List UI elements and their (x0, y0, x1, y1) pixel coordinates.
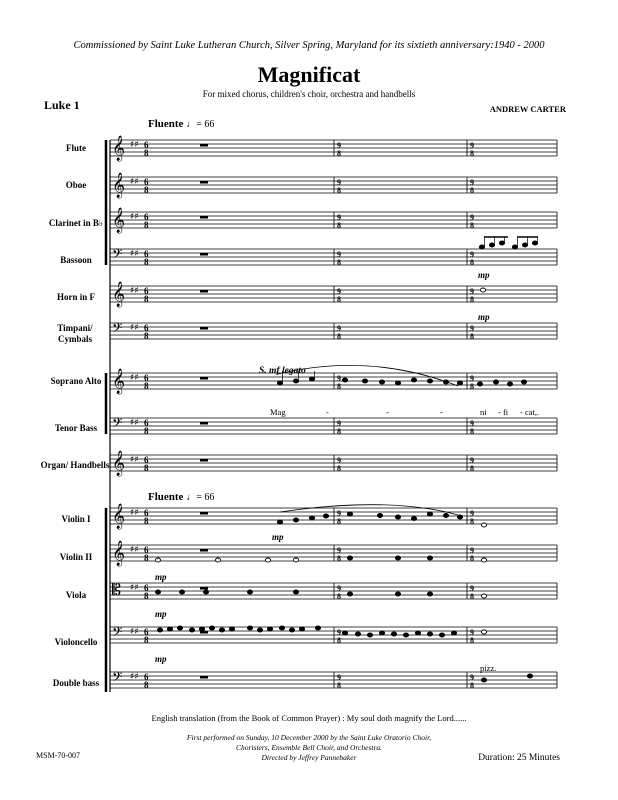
time-sig-top: 9 (337, 213, 341, 222)
lyric: - cat,. (520, 407, 540, 417)
note (367, 633, 372, 637)
time-sig-bottom: 8 (470, 221, 474, 230)
note (411, 378, 416, 382)
subtitle: For mixed chorus, children's choir, orchestra and handbells (202, 89, 416, 99)
time-sig-bottom: 8 (470, 554, 474, 563)
clef-icon: 𝄡 (112, 580, 121, 599)
note (309, 516, 314, 520)
time-sig-bottom: 8 (470, 258, 474, 267)
label-viola: Viola (65, 590, 87, 600)
time-sig-top: 9 (337, 178, 341, 187)
time-sig-bottom: 8 (337, 149, 341, 158)
note (457, 515, 462, 519)
lyric: ni (480, 407, 487, 417)
note (427, 632, 432, 636)
time-sig-top: 9 (337, 584, 341, 593)
note (267, 627, 272, 631)
sharp-icon: ♯♯ (130, 583, 139, 593)
note (512, 245, 517, 249)
note (481, 678, 486, 682)
label-clarinet: Clarinet in B♭ (48, 218, 104, 228)
clef-icon: 𝄞 (112, 369, 126, 394)
note (415, 631, 420, 635)
note (315, 626, 320, 630)
time-sig-bottom: 8 (144, 516, 149, 526)
label-tenor-bass: Tenor Bass (54, 423, 98, 433)
sharp-icon: ♯♯ (130, 140, 139, 150)
composer-name: ANDREW CARTER (489, 104, 566, 114)
note (189, 628, 194, 632)
note (527, 674, 532, 678)
time-sig-top: 9 (470, 584, 474, 593)
time-sig-top: 9 (470, 546, 474, 555)
note (477, 382, 482, 386)
note (493, 380, 498, 384)
clef-icon: 𝄞 (112, 136, 126, 161)
note (427, 592, 432, 596)
time-sig-top: 6 (144, 545, 149, 555)
tempo-marking-strings: Fluente ♩= 66 (148, 491, 215, 503)
label-violin1: Violin I (61, 514, 91, 524)
time-sig-top: 6 (144, 249, 149, 259)
time-sig-bottom: 8 (144, 463, 149, 473)
note (347, 556, 352, 560)
note (395, 592, 400, 596)
time-sig-top: 9 (337, 374, 341, 383)
time-sig-top: 6 (144, 583, 149, 593)
note (489, 243, 494, 247)
sharp-icon: ♯♯ (130, 249, 139, 259)
clef-icon: 𝄞 (112, 541, 126, 566)
note (293, 379, 298, 383)
note (203, 590, 208, 594)
note (362, 379, 367, 383)
time-sig-bottom: 8 (144, 294, 149, 304)
note (279, 626, 284, 630)
time-sig-top: 6 (144, 508, 149, 518)
time-sig-bottom: 8 (470, 332, 474, 341)
note (391, 632, 396, 636)
rest-icon (200, 253, 208, 256)
time-sig-bottom: 8 (144, 257, 149, 267)
rest-icon (200, 676, 208, 679)
note (342, 631, 347, 635)
time-sig-top: 9 (470, 456, 474, 465)
time-sig-top: 9 (337, 287, 341, 296)
clef-icon: 𝄢 (112, 669, 123, 688)
clef-icon: 𝄞 (112, 208, 126, 233)
pizz-marking: pizz. (480, 663, 497, 673)
time-sig-top: 6 (144, 455, 149, 465)
time-sig-bottom: 8 (337, 382, 341, 391)
tempo-marking-top: Fluente ♩= 66 (148, 118, 215, 130)
note (247, 590, 252, 594)
note (522, 243, 527, 247)
note (521, 380, 526, 384)
section-label: Luke 1 (44, 98, 80, 112)
label-soprano-alto: Soprano Alto (50, 376, 102, 386)
rest-icon (200, 377, 208, 380)
time-sig-bottom: 8 (144, 185, 149, 195)
note (395, 515, 400, 519)
note (257, 628, 262, 632)
time-sig-top: 6 (144, 627, 149, 637)
lyric: - (386, 407, 389, 417)
note (379, 380, 384, 384)
time-sig-bottom: 8 (470, 517, 474, 526)
sharp-icon: ♯♯ (130, 177, 139, 187)
time-sig-top: 9 (337, 456, 341, 465)
rest-icon (200, 459, 208, 462)
time-sig-bottom: 8 (470, 149, 474, 158)
sharp-icon: ♯♯ (130, 455, 139, 465)
time-sig-top: 9 (337, 673, 341, 682)
time-sig-top: 9 (470, 509, 474, 518)
time-sig-bottom: 8 (470, 427, 474, 436)
time-sig-bottom: 8 (470, 382, 474, 391)
note (289, 628, 294, 632)
note (177, 626, 182, 630)
time-sig-top: 9 (337, 628, 341, 637)
time-sig-top: 9 (337, 250, 341, 259)
dynamic-violin1: mp (272, 532, 284, 542)
note (167, 627, 172, 631)
note (179, 590, 184, 594)
time-sig-bottom: 8 (144, 148, 149, 158)
note (157, 628, 162, 632)
rest-icon (200, 144, 208, 147)
label-horn: Horn in F (56, 292, 95, 302)
sharp-icon: ♯♯ (130, 508, 139, 518)
time-sig-bottom: 8 (337, 681, 341, 690)
time-sig-top: 6 (144, 140, 149, 150)
note (199, 627, 204, 631)
time-sig-bottom: 8 (337, 332, 341, 341)
time-sig-bottom: 8 (337, 427, 341, 436)
time-sig-bottom: 8 (337, 186, 341, 195)
time-sig-bottom: 8 (144, 591, 149, 601)
note (427, 556, 432, 560)
time-sig-bottom: 8 (144, 426, 149, 436)
note (247, 626, 252, 630)
dynamic-viola: mp (155, 609, 167, 619)
time-sig-bottom: 8 (470, 681, 474, 690)
note (532, 241, 537, 245)
lyric: Mag (270, 407, 286, 417)
voice-entry-marking: S. mf legato (259, 366, 306, 376)
note (395, 556, 400, 560)
note-half (481, 594, 486, 598)
time-sig-bottom: 8 (337, 554, 341, 563)
note (395, 381, 400, 385)
time-sig-bottom: 8 (470, 592, 474, 601)
time-sig-top: 9 (470, 419, 474, 428)
note (323, 514, 328, 518)
time-sig-top: 9 (337, 324, 341, 333)
note (443, 514, 448, 518)
label-cello: Violoncello (54, 637, 98, 647)
time-sig-bottom: 8 (144, 381, 149, 391)
dynamic-violin2: mp (155, 572, 167, 582)
time-sig-top: 6 (144, 323, 149, 333)
label-oboe: Oboe (65, 180, 87, 190)
rest-icon (200, 327, 208, 330)
time-sig-top: 6 (144, 672, 149, 682)
time-sig-top: 6 (144, 418, 149, 428)
note-half (481, 523, 486, 527)
time-sig-bottom: 8 (470, 295, 474, 304)
time-sig-bottom: 8 (337, 592, 341, 601)
time-sig-bottom: 8 (337, 636, 341, 645)
note (427, 379, 432, 383)
note (355, 632, 360, 636)
lyric: - fi (498, 407, 509, 417)
time-sig-top: 6 (144, 286, 149, 296)
time-sig-bottom: 8 (144, 553, 149, 563)
clef-icon: 𝄞 (112, 173, 126, 198)
time-sig-top: 9 (337, 546, 341, 555)
note (277, 520, 282, 524)
note (379, 631, 384, 635)
time-sig-top: 9 (470, 287, 474, 296)
time-sig-bottom: 8 (337, 258, 341, 267)
rest-icon (200, 587, 208, 590)
commission-note: Commissioned by Saint Luke Lutheran Church, Silver Spring, Maryland for its sixtieth anniversary:1940 - 2000 (73, 40, 545, 51)
clef-icon: 𝄢 (112, 415, 123, 434)
rest-icon (200, 181, 208, 184)
clef-icon: 𝄞 (112, 504, 126, 529)
note (347, 592, 352, 596)
time-sig-bottom: 8 (144, 220, 149, 230)
note (299, 627, 304, 631)
sharp-icon: ♯♯ (130, 627, 139, 637)
rest-icon (200, 216, 208, 219)
note (293, 590, 298, 594)
sharp-icon: ♯♯ (130, 672, 139, 682)
note (427, 512, 432, 516)
note-half (265, 558, 270, 562)
clef-icon: 𝄞 (112, 282, 126, 307)
label-flute: Flute (66, 143, 86, 153)
time-sig-bottom: 8 (470, 636, 474, 645)
note-half (155, 558, 160, 562)
time-sig-bottom: 8 (470, 186, 474, 195)
sharp-icon: ♯♯ (130, 286, 139, 296)
time-sig-bottom: 8 (144, 331, 149, 341)
rest-icon (200, 549, 208, 552)
time-sig-top: 6 (144, 373, 149, 383)
lyric: - (440, 407, 443, 417)
note (443, 380, 448, 384)
rest-icon (200, 512, 208, 515)
time-sig-top: 6 (144, 212, 149, 222)
time-sig-top: 9 (337, 419, 341, 428)
note (499, 241, 504, 245)
time-sig-top: 9 (470, 213, 474, 222)
sharp-icon: ♯♯ (130, 545, 139, 555)
note (342, 378, 347, 382)
note-half (481, 630, 486, 634)
sharp-icon: ♯♯ (130, 418, 139, 428)
note (457, 381, 462, 385)
note (293, 518, 298, 522)
time-sig-top: 6 (144, 177, 149, 187)
time-sig-bottom: 8 (144, 635, 149, 645)
note (277, 381, 282, 385)
time-sig-bottom: 8 (144, 680, 149, 690)
note (377, 514, 382, 518)
clef-icon: 𝄞 (112, 451, 126, 476)
time-sig-bottom: 8 (470, 464, 474, 473)
time-sig-top: 9 (470, 141, 474, 150)
time-sig-top: 9 (337, 509, 341, 518)
note-half (293, 558, 298, 562)
note (411, 517, 416, 521)
time-sig-top: 9 (337, 141, 341, 150)
note (507, 382, 512, 386)
catalog-number: MSM-70-007 (36, 751, 81, 760)
note-half (480, 288, 485, 292)
page-title: Magnificat (257, 62, 361, 87)
time-sig-top: 9 (470, 374, 474, 383)
note (439, 633, 444, 637)
note (309, 377, 314, 381)
rest-icon (200, 422, 208, 425)
dynamic-cello: mp (155, 654, 167, 664)
note (451, 631, 456, 635)
premiere-note: First performed on Sunday, 10 December 2000 by the Saint Luke Oratorio Choir, Choristers, Ensemble Bell Choir, and Orchestra. Directed by Jeffrey Pannebaker (186, 733, 432, 762)
label-double-bass: Double bass (52, 678, 100, 688)
dynamic-horn: mp (478, 312, 490, 322)
note (229, 627, 234, 631)
clef-icon: 𝄢 (112, 624, 123, 643)
clef-icon: 𝄢 (112, 246, 123, 265)
translation-note: English translation (from the Book of Common Prayer) : My soul doth magnify the Lord...... (151, 713, 467, 723)
sharp-icon: ♯♯ (130, 373, 139, 383)
note (209, 626, 214, 630)
label-bassoon: Bassoon (60, 255, 92, 265)
label-timpani: Timpani/ Cymbals (57, 323, 93, 344)
note (479, 245, 484, 249)
lyric: - (326, 407, 329, 417)
time-sig-bottom: 8 (337, 221, 341, 230)
note (403, 633, 408, 637)
time-sig-top: 9 (470, 324, 474, 333)
time-sig-bottom: 8 (337, 464, 341, 473)
duration-note: Duration: 25 Minutes (478, 753, 560, 763)
sharp-icon: ♯♯ (130, 212, 139, 222)
note (155, 590, 160, 594)
sharp-icon: ♯♯ (130, 323, 139, 333)
note (347, 512, 352, 516)
time-sig-bottom: 8 (337, 517, 341, 526)
note (219, 628, 224, 632)
note-half (215, 558, 220, 562)
time-sig-top: 9 (470, 178, 474, 187)
time-sig-bottom: 8 (337, 295, 341, 304)
label-organ: Organ/ Handbells (40, 460, 110, 470)
clef-icon: 𝄢 (112, 320, 123, 339)
time-sig-top: 9 (470, 628, 474, 637)
dynamic-bassoon: mp (478, 270, 490, 280)
rest-icon (200, 290, 208, 293)
label-violin2: Violin II (59, 552, 93, 562)
note-half (481, 558, 486, 562)
time-sig-top: 9 (470, 250, 474, 259)
time-sig-top: 9 (470, 673, 474, 682)
